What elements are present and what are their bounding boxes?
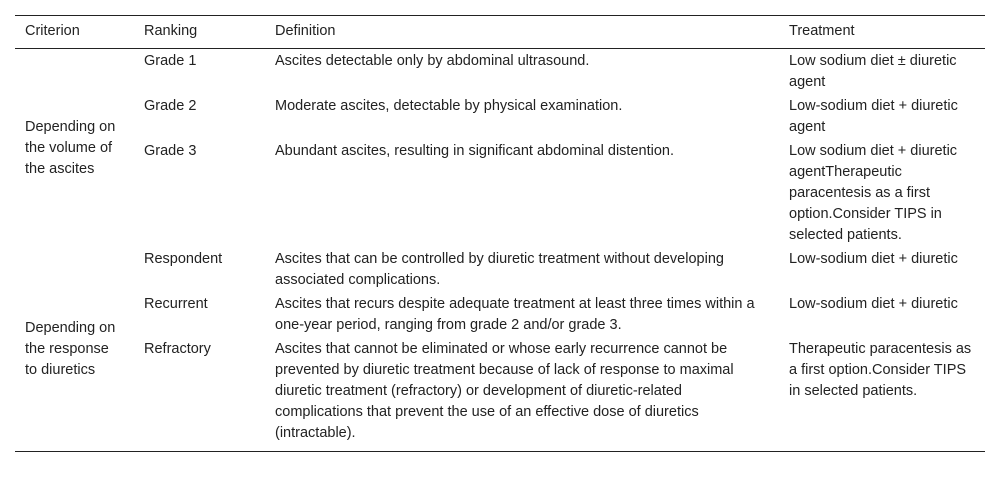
ranking-cell: Refractory xyxy=(134,337,265,452)
treatment-cell: Low-sodium diet + diuretic agent xyxy=(789,98,958,135)
header-ranking: Ranking xyxy=(134,16,265,49)
treatment-cell: Low sodium diet ± diuretic agent xyxy=(789,53,957,90)
definition-cell: Ascites that cannot be eliminated or whose early recurrence cannot be prevented by diuretic treatment because of lack of response to maximal diuretic treatment (refractory) or development of diuretic-related complications that prevent the use of an effective dose of diuretics (intractable). xyxy=(265,337,779,452)
treatment-cell: Therapeutic paracentesis as a first option.Consider TIPS in selected patients. xyxy=(779,337,985,452)
header-definition: Definition xyxy=(265,16,779,49)
definition-cell: Abundant ascites, resulting in significant abdominal distention. xyxy=(275,143,674,159)
ranking-cell: Grade 1 xyxy=(144,53,197,69)
table-header xyxy=(15,16,985,49)
table-row xyxy=(15,337,985,452)
table-row xyxy=(15,292,985,337)
header-criterion: Criterion xyxy=(15,16,134,49)
header-treatment: Treatment xyxy=(779,16,985,49)
definition-cell: Moderate ascites, detectable by physical examination. xyxy=(275,98,623,114)
treatment-cell: Low-sodium diet + diuretic xyxy=(789,251,958,267)
criterion-cell: Depending on the volume of the ascites xyxy=(25,119,116,177)
definition-cell: Ascites that recurs despite adequate treatment at least three times within a one-year period, ranging from grade 2 and/or grade 3. xyxy=(275,296,755,333)
ranking-cell: Grade 3 xyxy=(144,143,197,159)
header-row xyxy=(15,16,985,49)
definition-cell: Ascites that can be controlled by diuretic treatment without developing associated complications. xyxy=(275,251,724,288)
ranking-cell: Grade 2 xyxy=(144,98,197,114)
treatment-cell: Low-sodium diet + diuretic xyxy=(789,296,958,312)
definition-cell: Ascites detectable only by abdominal ultrasound. xyxy=(275,53,590,69)
ascites-classification-table xyxy=(15,15,985,452)
ranking-cell: Respondent xyxy=(144,251,223,267)
table-body xyxy=(15,49,985,452)
table-row xyxy=(15,247,985,292)
table-row xyxy=(15,139,985,247)
treatment-cell: Low sodium diet + diuretic agentTherapeutic paracentesis as a first option.Consider TIPS in selected patients. xyxy=(789,143,958,243)
table-row xyxy=(15,94,985,139)
table-row xyxy=(15,49,985,95)
ranking-cell: Recurrent xyxy=(144,296,208,312)
criterion-cell: Depending on the response to diuretics xyxy=(15,247,134,452)
